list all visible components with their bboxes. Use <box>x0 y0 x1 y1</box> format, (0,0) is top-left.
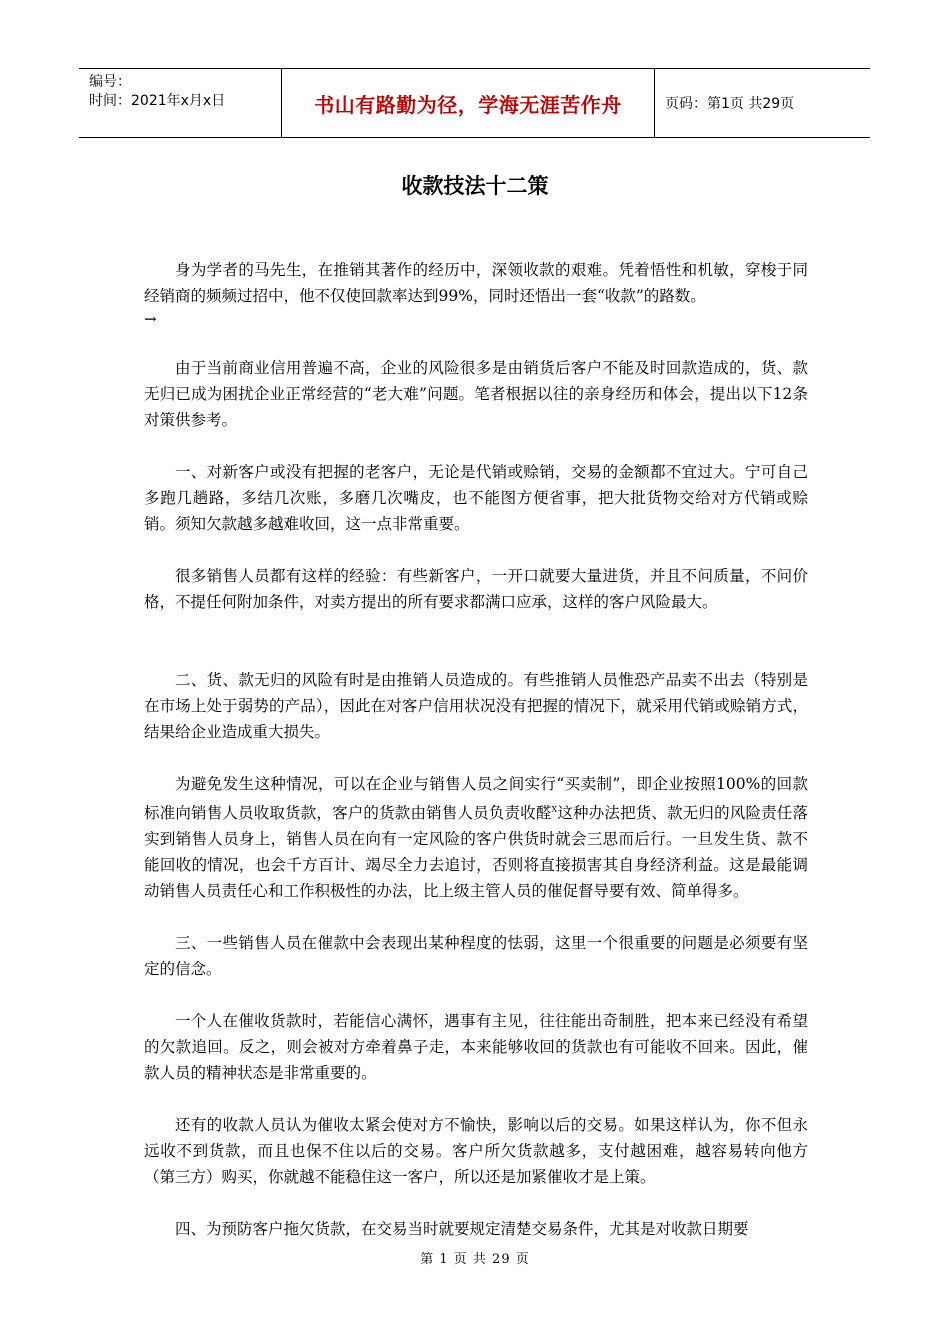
paragraph: 一、对新客户或没有把握的老客户，无论是代销或赊销，交易的金额都不宜过大。宁可自己多跑几趟路，多结几次账，多磨几次嘴皮，也不能图方便省事，把大批货物交给对方代销或赊销。须知欠款越多越难收回，这一点非常重要。 <box>144 463 808 533</box>
code-label: 编号： <box>89 74 131 90</box>
paragraph: 二、货、款无归的风险有时是由推销人员造成的。有些推销人员惟恐产品卖不出去（特别是在市场上处于弱势的产品），因此在对客户信用状况没有把握的情况下，就采用代销或赊销方式，结果给企业造成重大损失。 <box>144 671 808 741</box>
inline-mark: X <box>551 805 558 814</box>
paragraph <box>144 771 808 904</box>
arrow-mark: → <box>144 310 157 328</box>
header-meta-cell <box>79 69 282 137</box>
document-title: 收款技法十二策 <box>401 174 549 198</box>
paragraph: 身为学者的马先生，在推销其著作的经历中，深领收款的艰难。凭着悟性和机敏，穿梭于同经销商的频频过招中，他不仅使回款率达到99%，同时还悟出一套“收款”的路数。 <box>144 261 808 305</box>
page-footer: 第 1 页 共 29 页 <box>420 1252 530 1267</box>
paragraph: 还有的收款人员认为催收太紧会使对方不愉快，影响以后的交易。如果这样认为，你不但永远收不到货款，而且也保不住以后的交易。客户所欠货款越多，支付越困难，越容易转向他方（第三方）购买，你就越不能稳住这一客户，所以还是加紧催收才是上策。 <box>144 1116 808 1187</box>
paragraph: 由于当前商业信用普遍不高，企业的风险很多是由销货后客户不能及时回款造成的，货、款无归已成为困扰企业正常经营的“老大难”问题。笔者根据以往的亲身经历和体会，提出以下12条对策供参考。 <box>144 359 808 429</box>
paragraph-part: 这种办法把货、款无归的风险责任落实到销售人员身上，销售人员在向有一定风险的客户供货时就会三思而后行。一旦发生货、款不能回收的情况，也会千方百计、竭尽全力去追讨，否则将直接损害其自身经济利益。这是最能调动销售人员责任心和工作积极性的办法，比上级主管人员的催促督导要有效、简单得多。 <box>144 804 808 901</box>
paragraph: 四、为预防客户拖欠货款，在交易当时就要规定清楚交易条件，尤其是对收款日期要 <box>175 1220 749 1239</box>
document-body <box>144 257 808 1242</box>
paragraph: 很多销售人员都有这样的经验：有些新客户，一开口就要大量进货，并且不问质量，不问价格，不提任何附加条件，对卖方提出的所有要求都满口应承，这样的客户风险最大。 <box>144 567 808 611</box>
paragraph: 三、一些销售人员在催款中会表现出某种程度的怯弱，这里一个很重要的问题是必须要有坚定的信念。 <box>144 934 808 979</box>
paragraph: 一个人在催收货款时，若能信心满怀，遇事有主见，往往能出奇制胜，把本来已经没有希望的欠款追回。反之，则会被对方牵着鼻子走，本来能够收回的货款也有可能收不回来。因此，催款人员的精神状态是非常重要的。 <box>144 1012 808 1083</box>
paragraph-part: 为避免发生这种情况，可以在企业与销售人员之间实行“买卖制”，即企业按照100%的回款标准向销售人员收取货款，客户的货款由销售人员负责收醛 <box>144 775 808 823</box>
header-table <box>79 68 870 138</box>
motto: 书山有路勤为径，学海无涯苦作舟 <box>282 69 655 137</box>
page-label: 页码：第1页 共29页 <box>665 96 795 112</box>
time-label: 时间：2021年x月x日 <box>89 93 226 109</box>
